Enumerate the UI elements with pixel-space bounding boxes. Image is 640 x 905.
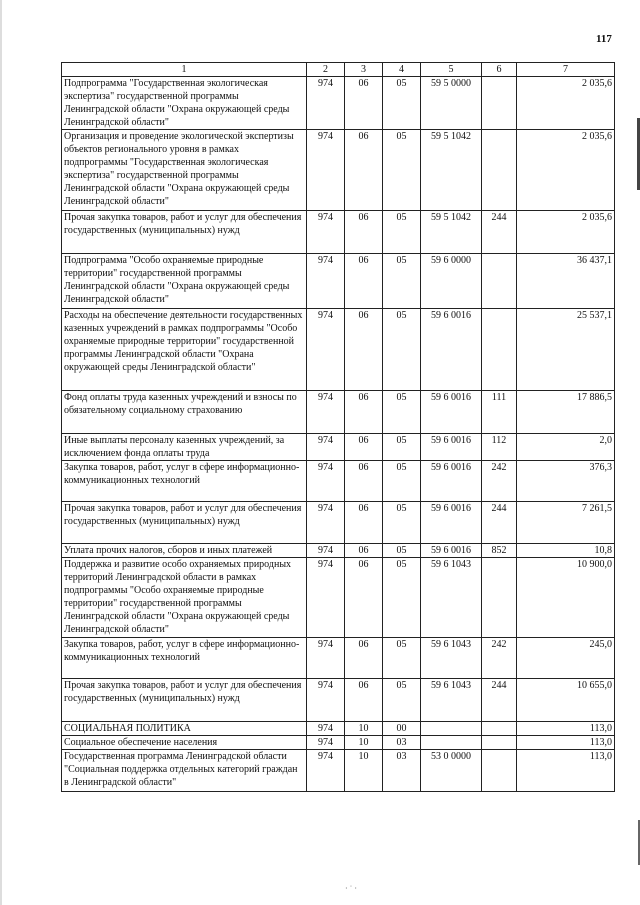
row-csr: 59 6 0016: [421, 502, 482, 544]
row-pr: 05: [383, 502, 421, 544]
row-csr: [421, 736, 482, 750]
row-gr: 974: [307, 679, 345, 722]
row-pr: 05: [383, 211, 421, 254]
table-row: [62, 558, 615, 638]
row-pr: 05: [383, 309, 421, 391]
header-row: [62, 63, 615, 77]
row-name: Подпрограмма "Особо охраняемые природные территории" государственной программы Ленинградской области "Охрана окружающей среды Ленинградской области": [62, 254, 307, 309]
row-vr: [482, 750, 517, 792]
row-csr: [421, 722, 482, 736]
row-csr: 59 6 0000: [421, 254, 482, 309]
row-sum: 25 537,1: [517, 309, 615, 391]
table-row: [62, 722, 615, 736]
row-csr: 59 5 1042: [421, 130, 482, 211]
column-header: 4: [383, 63, 421, 77]
row-sum: 376,3: [517, 461, 615, 502]
budget-table: [61, 62, 615, 792]
row-gr: 974: [307, 722, 345, 736]
row-name: Прочая закупка товаров, работ и услуг для обеспечения государственных (муниципальных) нужд: [62, 211, 307, 254]
row-gr: 974: [307, 434, 345, 461]
row-name: Закупка товаров, работ, услуг в сфере информационно-коммуникационных технологий: [62, 461, 307, 502]
row-sum: 36 437,1: [517, 254, 615, 309]
row-name: Прочая закупка товаров, работ и услуг для обеспечения государственных (муниципальных) нужд: [62, 502, 307, 544]
row-sum: 10,8: [517, 544, 615, 558]
row-pr: 00: [383, 722, 421, 736]
row-name: Государственная программа Ленинградской области "Социальная поддержка отдельных категорий граждан в Ленинградской области": [62, 750, 307, 792]
row-csr: 59 5 1042: [421, 211, 482, 254]
column-header: 1: [62, 63, 307, 77]
row-gr: 974: [307, 558, 345, 638]
row-vr: 242: [482, 638, 517, 679]
row-pr: 05: [383, 638, 421, 679]
row-name: Поддержка и развитие особо охраняемых природных территорий Ленинградской области в рамках подпрограммы "Особо охраняемые природные территории" государственной программы Ленинградской области "Охрана окружающей среды Ленинградской области": [62, 558, 307, 638]
table-row: [62, 434, 615, 461]
row-vr: 111: [482, 391, 517, 434]
row-gr: 974: [307, 309, 345, 391]
row-csr: 59 6 0016: [421, 461, 482, 502]
row-pr: 05: [383, 461, 421, 502]
row-rz: 06: [345, 638, 383, 679]
row-sum: 113,0: [517, 736, 615, 750]
row-rz: 06: [345, 434, 383, 461]
row-vr: [482, 254, 517, 309]
row-pr: 05: [383, 558, 421, 638]
row-vr: [482, 309, 517, 391]
row-sum: 10 655,0: [517, 679, 615, 722]
row-csr: 59 6 0016: [421, 544, 482, 558]
row-sum: 7 261,5: [517, 502, 615, 544]
row-csr: 59 6 1043: [421, 638, 482, 679]
row-gr: 974: [307, 750, 345, 792]
row-vr: 242: [482, 461, 517, 502]
column-header: 2: [307, 63, 345, 77]
row-rz: 06: [345, 211, 383, 254]
row-sum: 113,0: [517, 750, 615, 792]
table-row: [62, 736, 615, 750]
row-rz: 06: [345, 502, 383, 544]
row-name: Социальное обеспечение населения: [62, 736, 307, 750]
table-row: [62, 638, 615, 679]
row-rz: 06: [345, 391, 383, 434]
row-gr: 974: [307, 638, 345, 679]
row-csr: 59 5 0000: [421, 77, 482, 130]
row-name: Иные выплаты персоналу казенных учреждений, за исключением фонда оплаты труда: [62, 434, 307, 461]
row-gr: 974: [307, 254, 345, 309]
row-vr: 852: [482, 544, 517, 558]
column-header: 5: [421, 63, 482, 77]
row-rz: 06: [345, 130, 383, 211]
row-vr: [482, 77, 517, 130]
row-rz: 06: [345, 679, 383, 722]
row-vr: 112: [482, 434, 517, 461]
table-row: [62, 211, 615, 254]
row-csr: 59 6 1043: [421, 558, 482, 638]
table-row: [62, 254, 615, 309]
row-sum: 113,0: [517, 722, 615, 736]
row-rz: 06: [345, 254, 383, 309]
row-gr: 974: [307, 77, 345, 130]
row-sum: 2,0: [517, 434, 615, 461]
row-sum: 2 035,6: [517, 211, 615, 254]
row-pr: 05: [383, 434, 421, 461]
table-row: [62, 679, 615, 722]
table-row: [62, 461, 615, 502]
table-row: [62, 544, 615, 558]
row-csr: 59 6 0016: [421, 434, 482, 461]
row-pr: 05: [383, 391, 421, 434]
row-vr: 244: [482, 502, 517, 544]
row-vr: [482, 558, 517, 638]
column-header: 6: [482, 63, 517, 77]
table-row: [62, 502, 615, 544]
row-name: Расходы на обеспечение деятельности государственных казенных учреждений в рамках подпрограммы "Особо охраняемые природные территории" государственной программы Ленинградской области "Охрана окружающей среды Ленинградской области": [62, 309, 307, 391]
row-sum: 10 900,0: [517, 558, 615, 638]
row-gr: 974: [307, 130, 345, 211]
row-csr: 59 6 1043: [421, 679, 482, 722]
row-csr: 59 6 0016: [421, 391, 482, 434]
row-gr: 974: [307, 544, 345, 558]
scan-edge-shadow: [0, 0, 2, 905]
row-rz: 06: [345, 544, 383, 558]
row-rz: 06: [345, 309, 383, 391]
row-pr: 05: [383, 254, 421, 309]
row-pr: 05: [383, 544, 421, 558]
row-pr: 03: [383, 750, 421, 792]
row-pr: 05: [383, 679, 421, 722]
scan-specks: · ˙ ·: [345, 884, 357, 893]
row-name: Прочая закупка товаров, работ и услуг для обеспечения государственных (муниципальных) нужд: [62, 679, 307, 722]
row-name: Уплата прочих налогов, сборов и иных платежей: [62, 544, 307, 558]
row-name: СОЦИАЛЬНАЯ ПОЛИТИКА: [62, 722, 307, 736]
row-name: Закупка товаров, работ, услуг в сфере информационно-коммуникационных технологий: [62, 638, 307, 679]
row-rz: 06: [345, 461, 383, 502]
row-name: Подпрограмма "Государственная экологическая экспертиза" государственной программы Ленинградской области "Охрана окружающей среды Ленинградской области": [62, 77, 307, 130]
table-row: [62, 391, 615, 434]
row-rz: 10: [345, 750, 383, 792]
row-gr: 974: [307, 736, 345, 750]
row-rz: 06: [345, 558, 383, 638]
row-name: Организация и проведение экологической экспертизы объектов регионального уровня в рамках подпрограммы "Государственная экологическая экспертиза" государственной программы Ленинградской области "Охрана окружающей среды Ленинградской области": [62, 130, 307, 211]
row-gr: 974: [307, 211, 345, 254]
row-rz: 06: [345, 77, 383, 130]
row-vr: [482, 130, 517, 211]
column-header: 3: [345, 63, 383, 77]
row-name: Фонд оплаты труда казенных учреждений и взносы по обязательному социальному страхованию: [62, 391, 307, 434]
row-gr: 974: [307, 391, 345, 434]
table-row: [62, 77, 615, 130]
page-number: 117: [596, 33, 612, 45]
row-vr: [482, 736, 517, 750]
row-gr: 974: [307, 502, 345, 544]
table-row: [62, 309, 615, 391]
row-pr: 03: [383, 736, 421, 750]
row-rz: 10: [345, 736, 383, 750]
row-csr: 59 6 0016: [421, 309, 482, 391]
column-header: 7: [517, 63, 615, 77]
row-sum: 17 886,5: [517, 391, 615, 434]
row-csr: 53 0 0000: [421, 750, 482, 792]
row-sum: 245,0: [517, 638, 615, 679]
row-vr: [482, 722, 517, 736]
row-gr: 974: [307, 461, 345, 502]
row-sum: 2 035,6: [517, 77, 615, 130]
table-row: [62, 750, 615, 792]
row-vr: 244: [482, 679, 517, 722]
row-pr: 05: [383, 130, 421, 211]
row-pr: 05: [383, 77, 421, 130]
row-vr: 244: [482, 211, 517, 254]
row-sum: 2 035,6: [517, 130, 615, 211]
row-rz: 10: [345, 722, 383, 736]
table-row: [62, 130, 615, 211]
